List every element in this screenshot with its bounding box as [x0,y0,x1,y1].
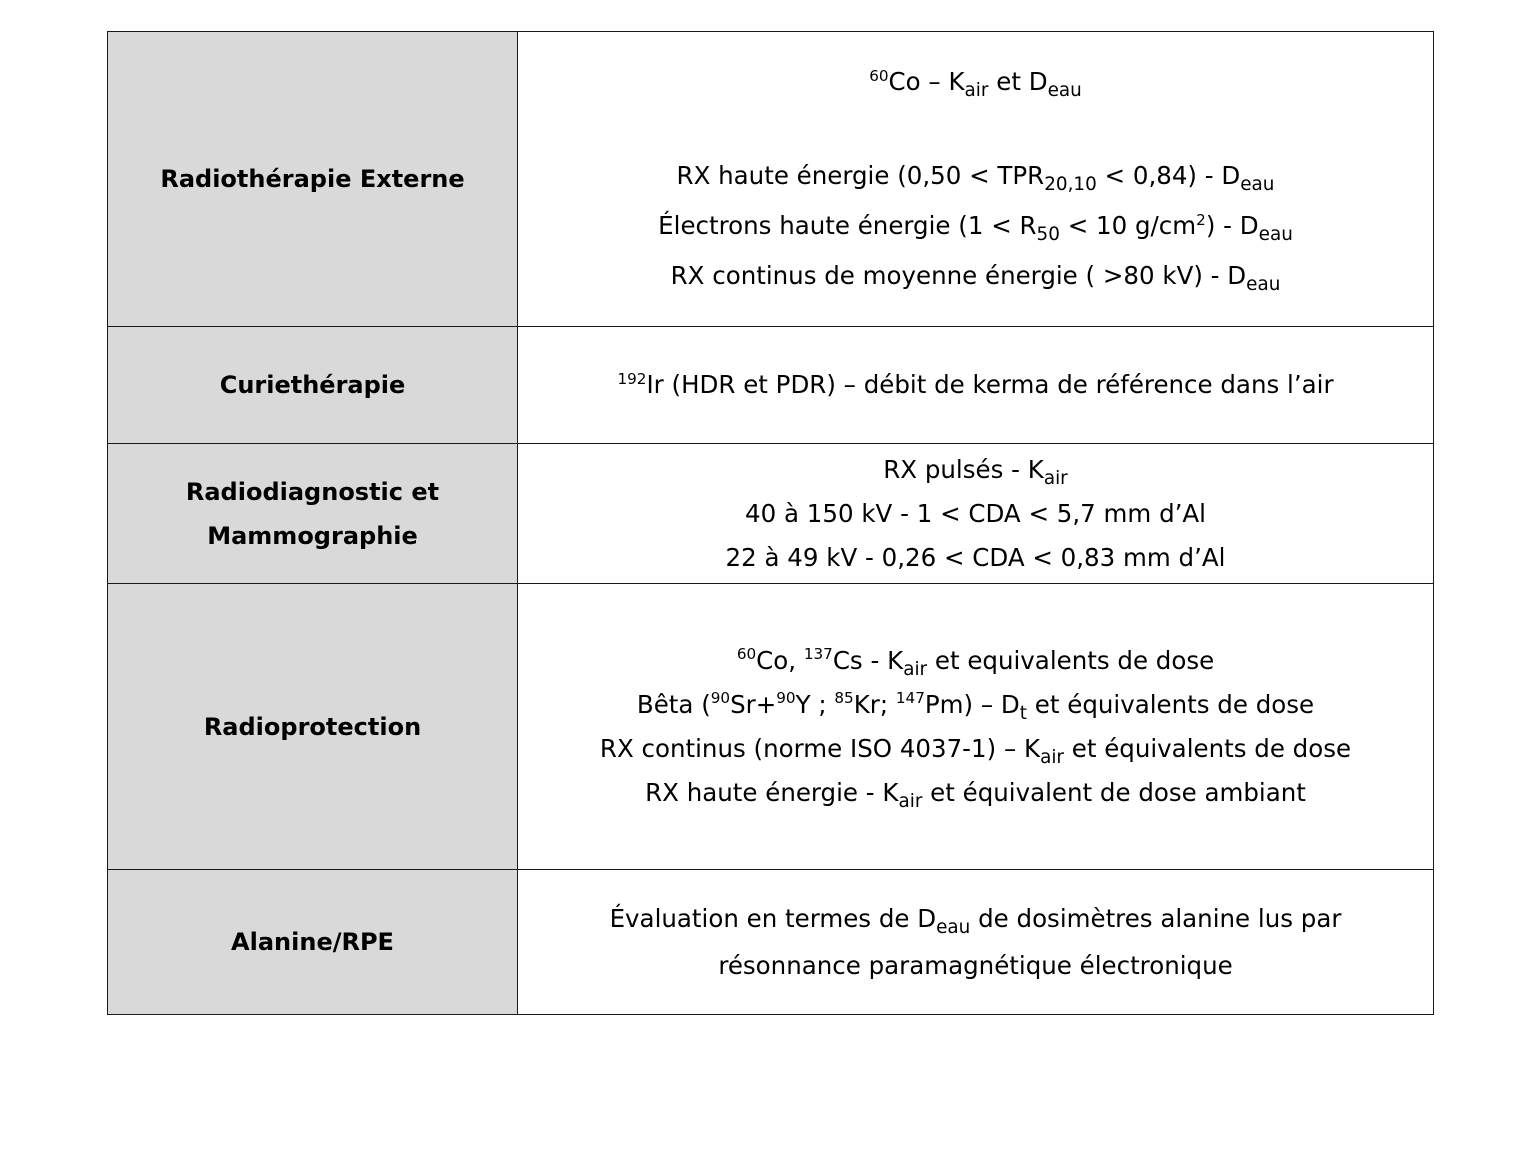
superscript: 192 [617,369,647,388]
domain-cell [108,444,518,584]
content-line [526,727,1425,771]
superscript: 137 [803,645,833,664]
content-line [526,536,1425,580]
text-segment: Évaluation en termes de D [609,904,937,933]
text-segment: et équivalents de dose [1026,689,1315,719]
text-segment: RX pulsés - K [883,454,1044,484]
subscript: eau [936,917,971,939]
content-cell [518,327,1434,444]
table-row [108,584,1434,870]
subscript: eau [1246,274,1281,296]
text-segment: 40 à 150 kV - 1 < CDA < 5,7 mm d’Al [745,498,1206,528]
content-line [526,771,1425,815]
subscript: t [1019,702,1027,724]
text-segment: Y ; [795,689,835,719]
text-segment: Co – K [888,67,965,96]
domain-label: Radiodiagnostic et [185,477,440,506]
content-line [526,895,1425,942]
text-segment: Ir (HDR et PDR) – débit de kerma de référence dans l’air [646,370,1334,399]
table-row [108,444,1434,584]
superscript: 85 [834,689,854,708]
text-segment: 22 à 49 kV - 0,26 < CDA < 0,83 mm d’Al [725,542,1226,572]
text-segment: Co, [756,645,804,675]
text-segment: RX continus (norme ISO 4037-1) – K [599,733,1041,763]
superscript: 90 [710,689,731,708]
superscript: 147 [895,689,925,708]
subscript: 20,10 [1044,174,1097,196]
text-segment: < 10 g/cm [1059,211,1197,240]
subscript: 50 [1036,224,1060,246]
domain-cell [108,584,518,870]
subscript: air [964,80,989,102]
text-segment: et equivalents de dose [927,645,1215,675]
content-line [526,942,1425,989]
text-segment: Cs - K [832,645,904,675]
content-line [526,492,1425,536]
content-line [526,448,1425,492]
reference-table [107,31,1434,1015]
content-cell [518,32,1434,327]
domain-label: Radiothérapie Externe [160,165,465,193]
content-line [526,251,1425,301]
domain-cell [108,32,518,327]
content-line [526,201,1425,251]
content-line [526,362,1425,408]
content-cell [518,584,1434,870]
content-cell [518,444,1434,584]
text-segment: Kr; [853,689,896,719]
subscript: eau [1258,224,1293,246]
text-segment: ) - D [1205,211,1259,240]
text-segment: RX continus de moyenne énergie ( >80 kV) - D [670,261,1247,290]
subscript: air [1043,467,1068,489]
line-spacer [526,107,1425,151]
text-segment: et équivalent de dose ambiant [922,777,1306,807]
domain-label: Radioprotection [203,712,422,741]
text-segment: et équivalents de dose [1063,733,1352,763]
text-segment: Pm) – D [924,689,1020,719]
text-segment: Bêta ( [636,689,711,719]
content-line [526,57,1425,107]
domain-label: Curiethérapie [219,371,406,399]
text-segment: RX haute énergie - K [645,777,899,807]
superscript: 2 [1196,210,1206,229]
superscript: 60 [736,645,757,664]
subscript: air [1040,746,1064,768]
table-row [108,32,1434,327]
subscript: air [903,658,928,680]
superscript: 90 [776,689,796,708]
domain-label: Mammographie [207,521,418,550]
subscript: eau [1240,174,1275,196]
text-segment: RX haute énergie (0,50 < TPR [676,161,1045,190]
superscript: 60 [869,66,889,85]
content-cell [518,870,1434,1015]
text-segment: Électrons haute énergie (1 < R [658,211,1037,240]
table-row [108,870,1434,1015]
text-segment: et D [988,67,1048,96]
content-line [526,639,1425,683]
content-line [526,151,1425,201]
text-segment: de dosimètres alanine lus par [970,904,1342,933]
text-segment: résonnance paramagnétique électronique [718,951,1233,980]
domain-cell [108,870,518,1015]
domain-cell [108,327,518,444]
content-line [526,683,1425,727]
table-row [108,327,1434,444]
domain-label: Alanine/RPE [231,927,394,956]
subscript: air [898,790,923,812]
text-segment: Sr+ [730,689,777,719]
subscript: eau [1047,80,1082,102]
text-segment: < 0,84) - D [1096,161,1241,190]
